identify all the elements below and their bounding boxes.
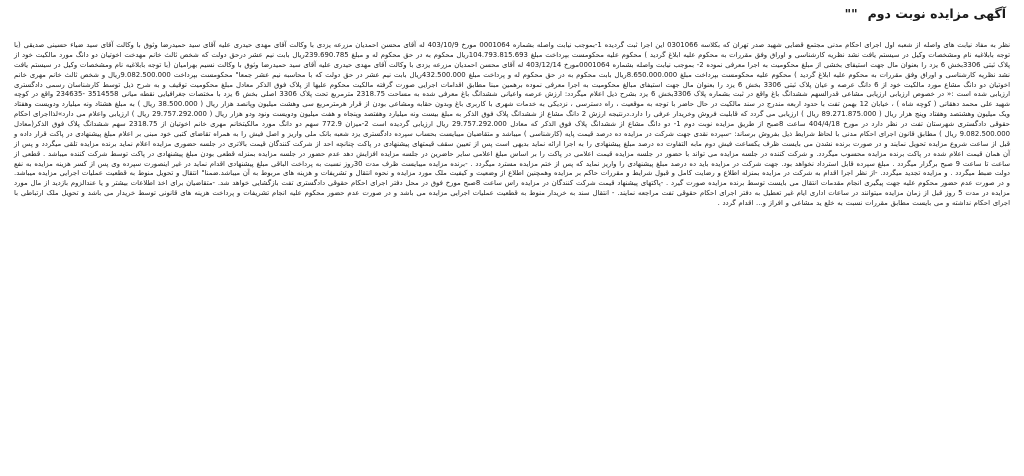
- notice-title: آگهی مزایده نوبت دوم: [867, 6, 1006, 21]
- notice-title-line: [14, 5, 1006, 23]
- title-quote-mark: "": [844, 6, 858, 21]
- notice-body: نظر به مفاد نیابت های واصله از شعبه اول اجرای احکام مدنی مجتمع قضایی شهید صدر تهران که بکلاسه 0301066 این اجرا ثبت گردیده 1-بموجب نیابت واصله بشماره 0001064 مورخ 403/10/9 له آقای محسن احمدیان مزرعه یزدی با وکالت آقای مهدی حیدری علیه آقای سید حمیدرضا وثوق با وکالت آقای سید ضیاء حسینی صدیقی (با توجه بابلاغیه نام ومشخصات وکیل در سیستم یافت نشد نظریه کارشناسی و اوراق وفق مقررات به محکوم علیه ابلاغ گردید ) محکوم علیه محکومست بپرداخت مبلغ 104.793.815.693ریال محکوم به در حق محکوم له و مبلغ 239.690.785ریال بابت نیم عشر درحق دولت که شخص ثالث خانم مهدخت اخوتیان دو دانگ مورد مالکیت خود از پلاک ثبتی 3306بخش 6 یزد را بعنوان مال جهت استیفای بخشی از مبلغ محکومیت به اجرا معرفی نموده 2- بموجب نیابت واصله بشماره 0001064مورخ 403/12/14 له آقای محسن احمدیان مزرعه یزدی با وکالت آقای مهدی حیدری علیه آقای سید حمیدرضا وثوق با وکالت نسیم بهرامیان (با توجه بابلاغیه نام ومشخصات وکیل در سیستم یافت نشد نظریه کارشناسی و اوراق وفق مقررات به محکوم علیه ابلاغ گردید ) محکوم علیه محکومست بپرداخت مبلغ 8.650.000.000ریال بابت محکوم به در حق محکوم له و پرداخت مبلغ 432.500.000ریال بابت نیم عشر در حق دولت که با محاسبه نیم عشر جمعا" محکومست بپرداخت 9.082.500.000ریال و شخص ثالث خانم مهری خانم اخوتیان دو دانگ مشاع مورد مالکیت خود از 6 دانگ عرصه و عیان پلاک ثبتی 3306 بخش 6 یزد را بعنوان مال جهت استیفای مبالغ محکومیت به اجرا معرفی نموده برهمین مبنا مطابق اقدامات اجرایی صورت گرفته مالکیت محکوم علیها از پلاک فوق الذکر معادل مبلغ محکومیت توقیف و به شرح ذیل توسط کارشناسان رسمی دادگستری ارزیابی شده است :« در خصوص ارزیابی ارزیابی مشاعی قدرالسهم ششدانگ باغ واقع در ثبت بشماره پلاک 3306بخش 6 یزد بشرح ذیل اعلام میگردد: ارزش عرصه واعیانی ششدانگ باغ معرفی شده به مساحت 2318.75 مترمربع تحت پلاک 3306 اصلی بخش 6 یزد با مختصات جغرافیایی نقطه میانی 3514558 -234635 واقع در کوچه شهید علی محمد دهقانی ( کوچه شاه ) ، خیابان 12 بهمن تفت با حدود اربعه مندرج در سند مالکیت در حال حاضر با توجه به موقعیت ، راه دسترسی ، نزدیکی به خدمات شهری با کاربری باغ وبدون حقابه ومشاعی بودن از قرار هرمترمربع سی وهشت میلیون وپانصد هزار ریال ( 38.500.000 ریال ) به مبلغ هشتاد ونه میلیارد ودویست وهفتاد ویک میلیون وهشتصد وهفتاد وپنج هزار ریال ( 89.271.875.000 ریال ) ارزیابی می گردد که قابلیت فروش وخریدار عرفی را دارد.درنتیجه ارزش 2 دانگ مشاع از ششدانگ پلاک فوق الذکر به مبلغ بیست ونه میلیارد وهفتصد وپنجاه و هفت میلیون ودویست ونود ودو هزار ریال ( 29.757.292.000 ریال ) ارزیابی واعلام می دارد»لذااجرای احکام حقوقی دادگستری شهرستان تفت در نظر دارد در مورخ 404/4/18 ساعت 8صبح از طریق مزایده نوبت دوم 1- دو دانگ مشاع از ششدانگ پلاک فوق الذکر که معادل 29.757.292.000 ریال ارزیابی گردیده است 2-میزان 772.9 سهم دو دانگ مورد مالکیتخانم مهری خانم اخوتیان از 2318.75 سهم ششدانگ پلاک فوق الذکر(معادل 9.082.500.000 ریال ) مطابق قانون اجرای احکام مدنی با لحاظ شرایط ذیل بفروش برساند: -سپرده نقدی جهت شرکت در مزایده ده درصد قیمت پایه (کارشناسی ) میباشد و متقاضیان میبایست بحساب سپرده دادگستری یزد شعبه بانک ملی واریز و اصل فیش را به همراه تقاضای کتبی خود مبنی بر اعلام مبلغ پیشنهادی در پاکت قرار داده و قبل از ساعت شروع مزایده تحویل نمایند و در صورت برنده نشدن می بایست ظرف یکساعت فیش دوم مابه التفاوت ده درصد مبلغ پیشنهادی را به اجرا ارائه نماید بدیهی است پس از تعیین سقف قیمتهای پیشنهادی در پاکت چنانچه احد از شرکت کنندگان قیمت بالاتری در جلسه حضوری مزایده اعلام نماید برنده مزایده تلقی میگردد و پس از آن همان قیمت اعلام شده در پاکت برنده مزایده محسوب میگردد. و شرکت کننده در جلسه مزایده می تواند با حضور در جلسه مزایده قیمت اعلامی در پاکت را بر اساس مبلغ اعلامی سایر حاضرین در جلسه مزایده افزایش دهد عدم حضور در جلسه مزایده بمنزله قطعی بودن مبلغ پیشنهادی در پاکت توسط شرکت کننده میباشد . قطعی از ساعت تا ساعت 9 صبح برگزار میگردد . مبلغ سپرده قابل استرداد نخواهد بود. جهت شرکت در مزایده باید ده درصد مبلغ پیشنهادی را واریز نماید که پس از ختم مزایده مسترد میگردد . -برنده مزایده میبایست ظرف مدت 30روز نسبت به پرداخت الباقی مبلغ پیشنهادی اقدام نماید در غیر اینصورت سپرده وی پس از کسر هزینه مزایده به نفع دولت ضبط میگردد . و مزایده تجدید میگردد. -از نظر اجرا اقدام به شرکت در مزایده بمنزله اطلاع و رضایت کامل و قبول شرایط و مقررات حاکم بر مزایده وهمچنین اطلاع از وضعیت و کیفیت ملک مورد مزایده و نحوه انتقال و تشریفات و هزینه های مربوط به آن میباشد.ضمنا" انتقال و تحویل منوط به قطعیت عملیات اجرایی مزایده میباشد. و در صورت عدم حضور محکوم علیه جهت پیگیری انجام مقدمات انتقال می بایست توسط برنده مزایده صورت گیرد . -پاکتهای پیشنهاد قیمت شرکت کنندگان در مزایده راس ساعت 8صبح مورخ فوق در محل دفتر اجرای احکام حقوقی دادگستری تفت بازگشایی خواهد شد. -متقاضیان برای اخذ اطلاعات بیشتر و یا عندالزوم بازدید از مال مورد مزایده در مدت 5 روز قبل از زمان مزایده میتوانند در ساعات اداری ایام غیر تعطیل به دفتر اجرای احکام حقوقی تفت مراجعه نمایند. - انتقال سند به خریدار منوط به قطعیت عملیات اجرایی مزایده می باشد و در صورت عدم حضور محکوم علیه انجام تشریفات و پرداخت هزینه های قانونی توسط خریدار می باشد و تحویل ملک ارتباطی با اجرای احکام نداشته و می بایست مطابق مقررات نسبت به خلع ید مشاعی و افراز و... اقدام گردد .: [14, 41, 1011, 207]
